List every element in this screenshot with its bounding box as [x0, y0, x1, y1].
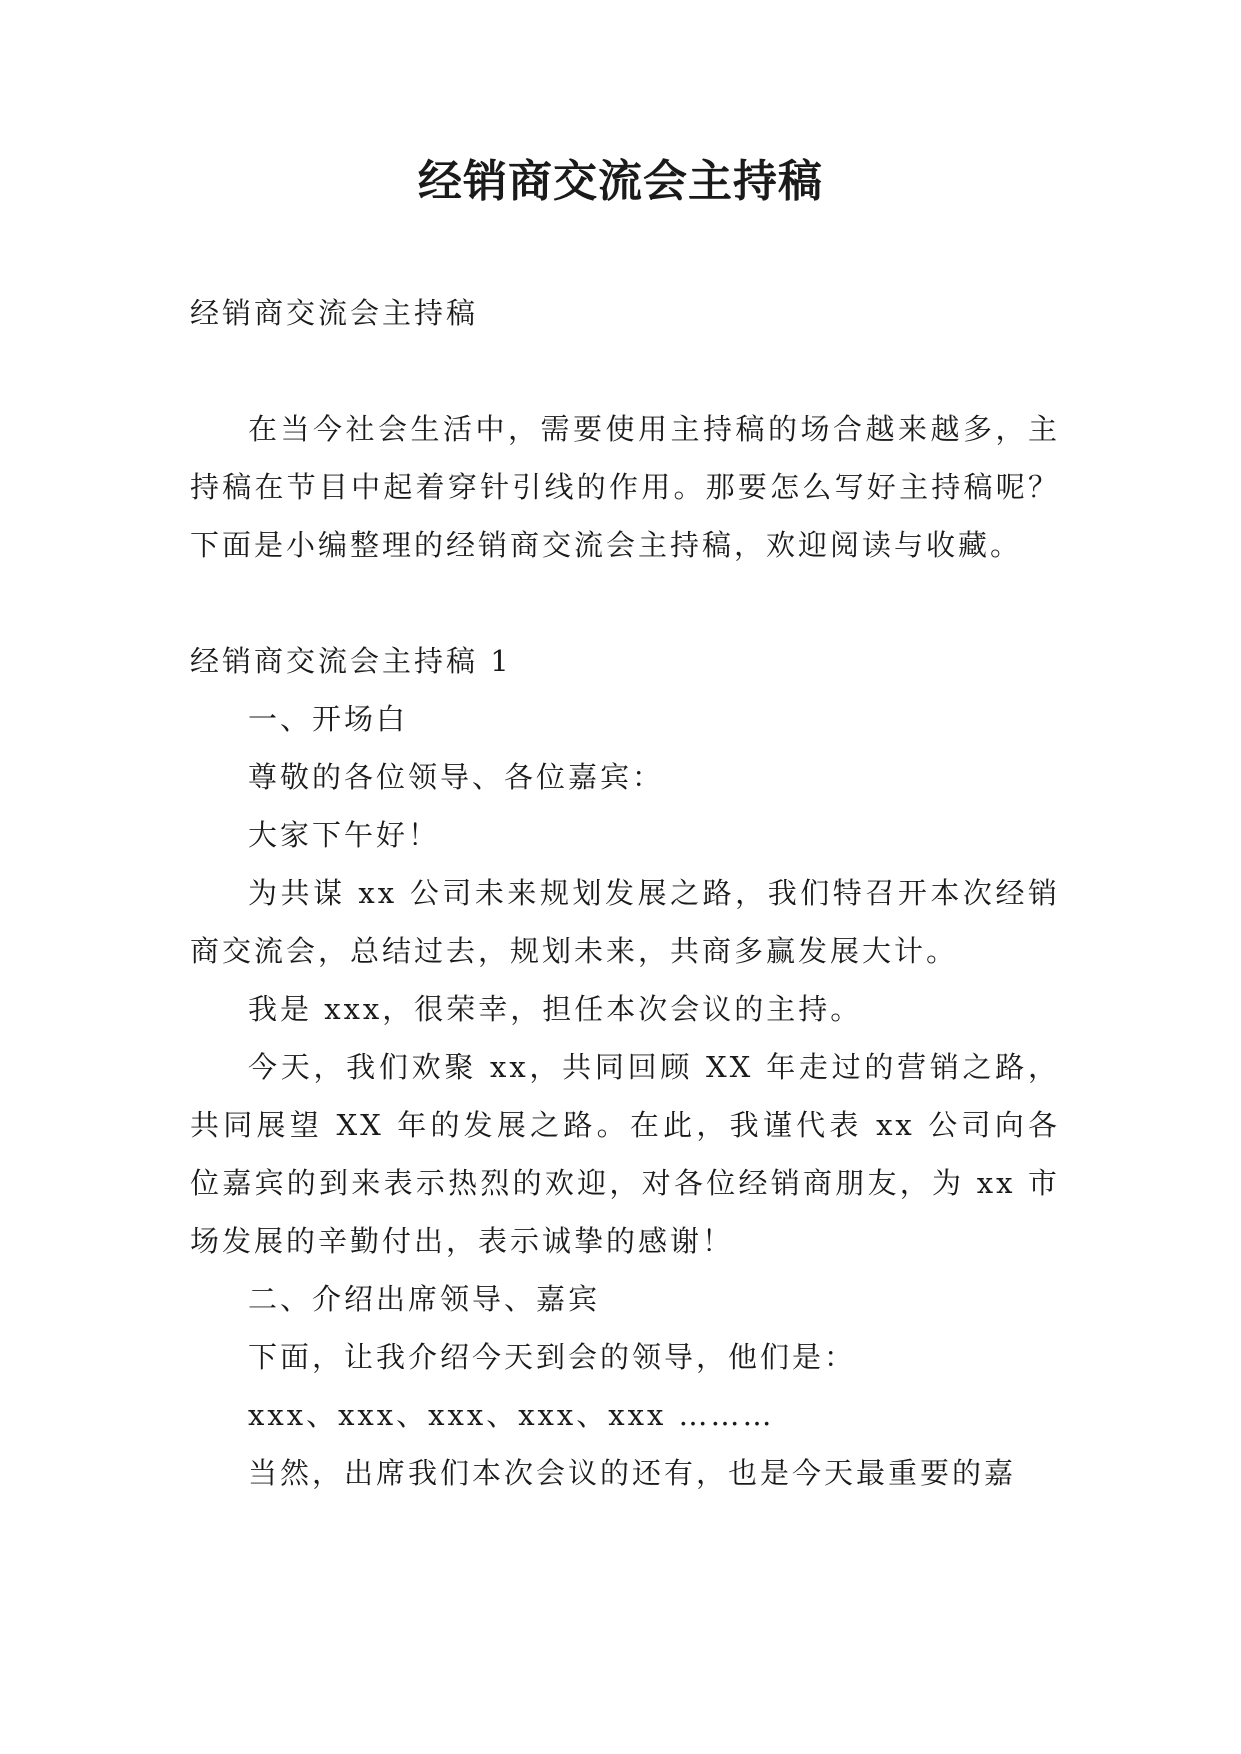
body-paragraph: 为共谋 xx 公司未来规划发展之路，我们特召开本次经销商交流会，总结过去，规划未来，共商多赢发展大计。 — [190, 876, 1060, 968]
spacer — [190, 574, 1060, 632]
heading-opening: 一、开场白 — [248, 702, 409, 736]
body-paragraph: 当然，出席我们本次会议的还有，也是今天最重要的嘉 — [248, 1456, 1017, 1490]
heading-introduce-guests: 二、介绍出席领导、嘉宾 — [248, 1282, 601, 1316]
body-paragraph: 我是 xxx，很荣幸，担任本次会议的主持。 — [248, 992, 863, 1026]
intro-paragraph: 在当今社会生活中，需要使用主持稿的场合越来越多，主持稿在节目中起着穿针引线的作用。那要怎么写好主持稿呢？下面是小编整理的经销商交流会主持稿，欢迎阅读与收藏。 — [190, 412, 1060, 562]
section-title: 经销商交流会主持稿 1 — [190, 644, 512, 678]
salutation: 尊敬的各位领导、各位嘉宾： — [248, 760, 665, 794]
spacer — [190, 342, 1060, 400]
greeting: 大家下午好！ — [248, 818, 441, 852]
body-paragraph: 下面，让我介绍今天到会的领导，他们是： — [248, 1340, 857, 1374]
document-title: 经销商交流会主持稿 — [418, 156, 823, 207]
document-subtitle: 经销商交流会主持稿 — [190, 296, 479, 330]
body-paragraph: 今天，我们欢聚 xx，共同回顾 XX 年走过的营销之路，共同展望 XX 年的发展之路。在此，我谨代表 xx 公司向各位嘉宾的到来表示热烈的欢迎，对各位经销商朋友，为 xx 市场发展的辛勤付出，表示诚挚的感谢！ — [190, 1050, 1060, 1258]
document-body — [190, 284, 1060, 1502]
guest-list: xxx、xxx、xxx、xxx、xxx ……… — [248, 1398, 775, 1432]
